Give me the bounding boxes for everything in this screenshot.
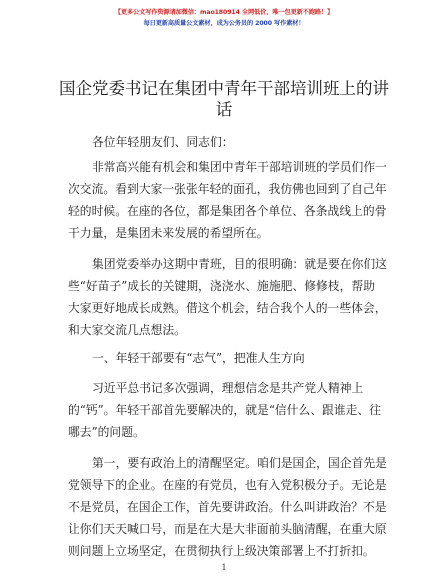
paragraph-line: 让你们天天喊口号，而是在大是大非面前头脑清醒，在重大原	[68, 522, 387, 536]
paragraph-line: 党领导下的企业。在座的有党员，也有入党积极分子。无论是	[68, 478, 387, 492]
paragraph-line: 和大家交流几点想法。	[68, 323, 186, 337]
paragraph-line: 则问题上立场坚定，在贯彻执行上级决策部署上不打折扣。	[68, 544, 375, 558]
promo-banner-line-1: 【更多公文写作资源请加微信：mao180914 全网低价，唯一包更新不跑路！】	[114, 9, 334, 16]
paragraph-line: 非常高兴能有机会和集团中青年干部培训班的学员们作一	[92, 160, 387, 174]
paragraph-line: 大家更好地成长成熟。借这个机会，结合我个人的一些体会，	[68, 301, 387, 315]
section-heading-1: 一、年轻干部要有“志气”，把准人生方向	[92, 351, 305, 365]
paragraph-line: 些“好苗子”成长的关键期，浇浇水、施施肥、修修枝，帮助	[68, 279, 375, 293]
page-number: 1	[221, 563, 227, 572]
paragraph-line: 次交流。看到大家一张张年轻的面孔，我仿佛也回到了自己年	[68, 182, 387, 196]
paragraph-line: 的“钙”。年轻干部首先要解决的，就是“信什么、跟谁走、往	[68, 403, 382, 417]
paragraph-line: 哪去”的问题。	[68, 425, 145, 439]
paragraph-line: 集团党委举办这期中青班，目的很明确：就是要在你们这	[92, 257, 387, 271]
paragraph-line: 干力量，是集团未来发展的希望所在。	[68, 226, 269, 240]
greeting: 各位年轻朋友们、同志们：	[92, 135, 234, 149]
document-title: 国企党委书记在集团中青年干部培训班上的讲话	[59, 79, 389, 119]
paragraph-line: 不是党员，在国企工作，首先要讲政治。什么叫讲政治？不是	[68, 500, 387, 514]
paragraph-line: 轻的时候。在座的各位，都是集团各个单位、各条战线上的骨	[68, 204, 387, 218]
promo-banner-line-2: 每日更新高质量公文素材，成为公务员的 2000 写作素材！	[143, 20, 305, 27]
paragraph-line: 第一，要有政治上的清醒坚定。咱们是国企，国企首先是	[92, 456, 387, 470]
paragraph-line: 习近平总书记多次强调，理想信念是共产党人精神上	[92, 381, 364, 395]
